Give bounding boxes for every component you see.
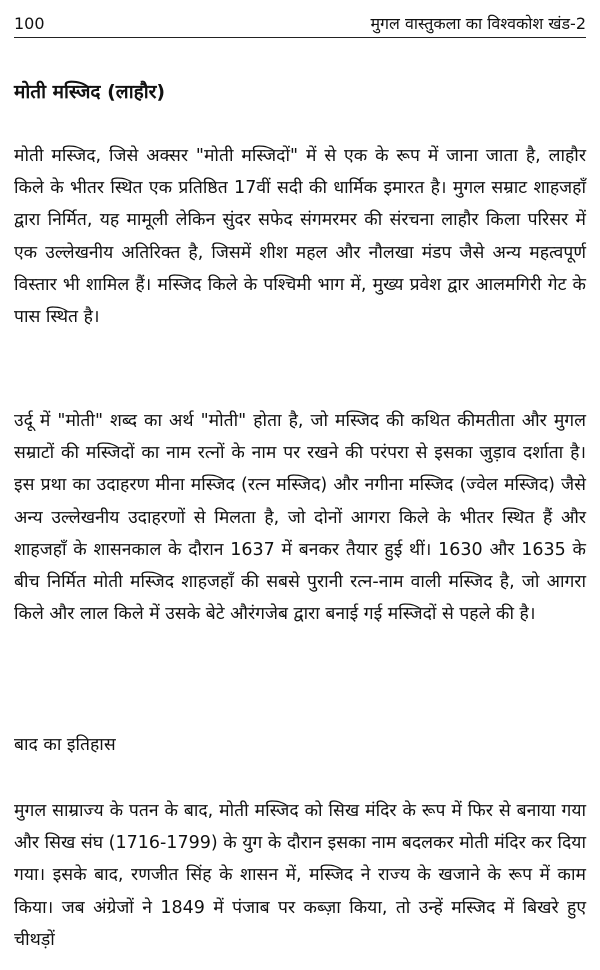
paragraph-later-history: मुगल साम्राज्य के पतन के बाद, मोती मस्जिद को सिख मंदिर के रूप में फिर से बनाया गया और सिख संघ (1716-1799) के युग के दौरान इसका नाम बदलकर मोती मंदिर कर दिया गया। इसके बाद, रणजीत सिंह के शासन में, मस्जिद ने राज्य के खजाने के रूप में काम किया। जब अंग्रेजों ने 1849 में पंजाब पर कब्ज़ा किया, तो उन्हें मस्जिद में बिखरे हुए चीथड़ों (14, 801, 587, 950)
running-title: मुगल वास्तुकला का विश्वकोश खंड-2 (370, 14, 586, 33)
paragraph-intro: मोती मस्जिद, जिसे अक्सर "मोती मस्जिदों" में से एक के रूप में जाना जाता है, लाहौर किले के भीतर स्थित एक प्रतिष्ठित 17वीं सदी की धार्मिक इमारत है। मुगल सम्राट शाहजहाँ द्वारा निर्मित, यह मामूली लेकिन सुंदर सफेद संगमरमर की संरचना लाहौर किला परिसर में एक उल्लेखनीय अतिरिक्त है, जिसमें शीश महल और नौलखा मंडप जैसे अन्य महत्वपूर्ण विस्तार भी शामिल हैं। मस्जिद किले के पश्चिमी भाग में, मुख्य प्रवेश द्वार आलमगिरी गेट के पास स्थित है। (14, 146, 586, 328)
page-header (14, 12, 586, 38)
subsection-heading: बाद का इतिहास (14, 735, 116, 755)
section-heading: मोती मस्जिद (लाहौर) (14, 81, 166, 103)
page-number: 100 (14, 14, 45, 33)
paragraph-name-meaning: उर्दू में "मोती" शब्द का अर्थ "मोती" होता है, जो मस्जिद की कथित कीमतीता और मुगल सम्राटों की मस्जिदों का नाम रत्नों के नाम पर रखने की परंपरा से इसका जुड़ाव दर्शाता है। इस प्रथा का उदाहरण मीना मस्जिद (रत्न मस्जिद) और नगीना मस्जिद (ज्वेल मस्जिद) जैसे अन्य उल्लेखनीय उदाहरणों से मिलता है, जो दोनों आगरा किले के भीतर स्थित हैं और शाहजहाँ के शासनकाल के दौरान 1637 में बनकर तैयार हुई थीं। 1630 और 1635 के बीच निर्मित मोती मस्जिद शाहजहाँ की सबसे पुरानी रत्न-नाम वाली मस्जिद है, जो आगरा किले और लाल किले में उसके बेटे औरंगजेब द्वारा बनाई गई मस्जिदों से पहले की है। (14, 411, 586, 625)
